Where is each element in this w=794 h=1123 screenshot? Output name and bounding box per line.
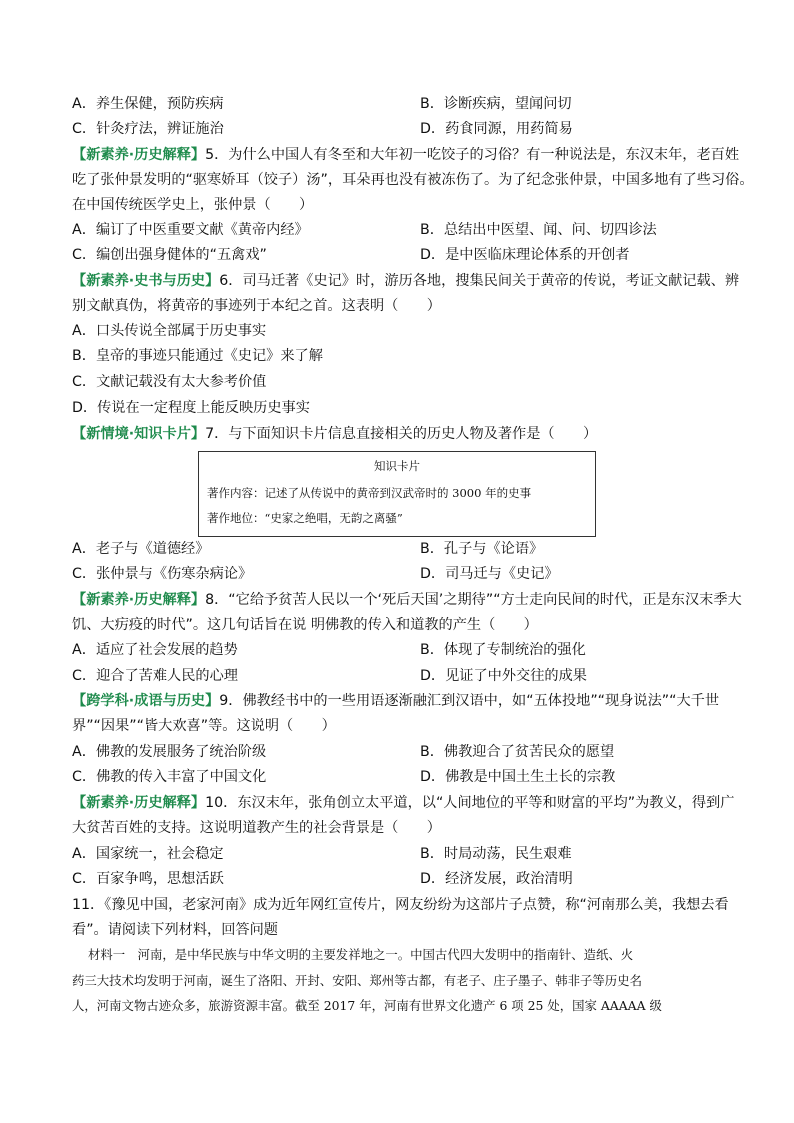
q5-options-row1: [72, 220, 657, 240]
q5-option-a[interactable]: A．编订了中医重要文献《黄帝内经》: [72, 222, 309, 238]
q9-tag: 【跨学科·成语与历史】: [72, 693, 220, 709]
q7-stem-line: [72, 424, 597, 444]
q5-stem-line3: 在中国传统医学史上，张仲景（ ）: [72, 197, 314, 213]
knowledge-card: [198, 451, 596, 537]
q6-stem1: 6．司马迁著《史记》时，游历各地，搜集民间关于黄帝的传说，考证文献记载、辨: [219, 273, 740, 289]
q8-stem-line2: 饥、大疠疫的时代”。这几句话旨在说 明佛教的传入和道教的产生（ ）: [72, 617, 538, 633]
q9-option-a[interactable]: A．佛教的发展服务了统治阶级: [72, 744, 267, 760]
q5-stem1: 5．为什么中国人有冬至和大年初一吃饺子的习俗？有一种说法是，东汉末年，老百姓: [205, 147, 740, 163]
q11-material-line1: 材料一 河南，是中华民族与中华文明的主要发祥地之一。中国古代四大发明中的指南针、造纸、火: [88, 947, 634, 962]
q10-options-row1: [72, 844, 572, 864]
q11-stem-line2: 看”。请阅读下列材料，回答问题: [72, 922, 278, 938]
q8-tag: 【新素养·历史解释】: [72, 592, 206, 608]
q5-option-b[interactable]: B．总结出中医望、闻、问、切四诊法: [420, 222, 657, 238]
q5-options-row2: [72, 245, 630, 265]
q9-option-b[interactable]: B．佛教迎合了贫苦民众的愿望: [420, 744, 615, 760]
q7-option-a[interactable]: A．老子与《道德经》: [72, 541, 210, 557]
q10-tag: 【新素养·历史解释】: [72, 795, 206, 811]
q4-options-row2: [72, 119, 573, 139]
q5-stem-line2: 吃了张仲景发明的“驱寒娇耳（饺子）汤”，耳朵再也没有被冻伤了。为了纪念张仲景，中国多地有了些习俗。: [72, 172, 754, 188]
q8-stem-line1: [72, 590, 742, 610]
q10-stem-line2: 大贫苦百姓的支持。这说明道教产生的社会背景是（ ）: [72, 820, 441, 836]
q9-option-d[interactable]: D．佛教是中国土生土长的宗教: [420, 769, 616, 785]
q8-options-row2: [72, 666, 587, 686]
knowledge-card-row2: 著作地位：“史家之绝唱，无韵之离骚”: [207, 511, 403, 525]
q6-option-b[interactable]: B．皇帝的事迹只能通过《史记》来了解: [72, 348, 323, 364]
q9-stem-line2: 界”“因果”“皆大欢喜”等。这说明（ ）: [72, 718, 336, 734]
q8-option-d[interactable]: D．见证了中外交往的成果: [420, 668, 587, 684]
q8-stem1: 8．“它给予贫苦人民以一个‘死后天国’之期待”“方士走向民间的时代，正是东汉末季大: [205, 592, 742, 608]
q7-options-row1: [72, 539, 544, 559]
q5-option-d[interactable]: D．是中医临床理论体系的开创者: [420, 247, 630, 263]
q6-option-a[interactable]: A．口头传说全部属于历史事实: [72, 323, 267, 339]
q4-option-d[interactable]: D．药食同源，用药简易: [420, 121, 573, 137]
q9-stem1: 9．佛教经书中的一些用语逐渐融汇到汉语中，如“五体投地”“现身说法”“大千世: [219, 693, 720, 709]
q6-stem-line1: [72, 271, 739, 291]
q6-stem-line2: 别文献真伪，将黄帝的事迹列于本纪之首。这表明（ ）: [72, 298, 441, 314]
q10-stem-line1: [72, 793, 734, 813]
knowledge-card-title: 知识卡片: [374, 459, 420, 473]
q6-option-c[interactable]: C．文献记载没有太大参考价值: [72, 374, 267, 390]
q8-option-c[interactable]: C．迎合了苦难人民的心理: [72, 668, 238, 684]
q7-option-d[interactable]: D．司马迁与《史记》: [420, 566, 559, 582]
q10-option-b[interactable]: B．时局动荡，民生艰难: [420, 846, 572, 862]
q7-options-row2: [72, 564, 559, 584]
q7-tag: 【新情境·知识卡片】: [72, 426, 206, 442]
q10-options-row2: [72, 869, 573, 889]
q4-options-row1: [72, 94, 572, 114]
q11-material-line2: 药三大技术均发明于河南，诞生了洛阳、开封、安阳、郑州等古都，有老子、庄子墨子、韩非子等历史名: [72, 973, 642, 988]
q9-options-row1: [72, 742, 615, 762]
q10-stem1: 10．东汉末年，张角创立太平道，以“人间地位的平等和财富的平均”为教义，得到广: [205, 795, 735, 811]
q4-option-b[interactable]: B．诊断疾病，望闻问切: [420, 96, 572, 112]
q11-material-line3: 人，河南文物古迹众多，旅游资源丰富。截至 2017 年，河南有世界文化遗产 6 项 25 处，国家 AAAAA 级: [72, 998, 662, 1013]
q10-option-a[interactable]: A．国家统一，社会稳定: [72, 846, 224, 862]
q5-tag: 【新素养·历史解释】: [72, 147, 206, 163]
q9-option-c[interactable]: C．佛教的传入丰富了中国文化: [72, 769, 267, 785]
q8-option-b[interactable]: B．体现了专制统治的强化: [420, 642, 586, 658]
q9-options-row2: [72, 767, 616, 787]
q8-options-row1: [72, 640, 586, 660]
q6-tag: 【新素养·史书与历史】: [72, 273, 220, 289]
q7-stem: 7．与下面知识卡片信息直接相关的历史人物及著作是（ ）: [205, 426, 598, 442]
q10-option-c[interactable]: C．百家争鸣，思想活跃: [72, 871, 224, 887]
q7-option-c[interactable]: C．张仲景与《伤寒杂病论》: [72, 566, 253, 582]
q10-option-d[interactable]: D．经济发展，政治清明: [420, 871, 573, 887]
q5-stem-line1: [72, 145, 739, 165]
q4-option-a[interactable]: A．养生保健，预防疾病: [72, 96, 224, 112]
q5-option-c[interactable]: C．编创出强身健体的“五禽戏”: [72, 247, 267, 263]
knowledge-card-row1: 著作内容：记述了从传说中的黄帝到汉武帝时的 3000 年的史事: [207, 486, 532, 500]
q9-stem-line1: [72, 691, 719, 711]
q4-option-c[interactable]: C．针灸疗法，辨证施治: [72, 121, 224, 137]
q11-stem-line1: 11．《豫见中国，老家河南》成为近年网红宣传片，网友纷纷为这部片子点赞，称“河南那么美，我想去看: [72, 897, 729, 913]
q7-option-b[interactable]: B．孔子与《论语》: [420, 541, 544, 557]
q6-option-d[interactable]: D．传说在一定程度上能反映历史事实: [72, 400, 310, 416]
q8-option-a[interactable]: A．适应了社会发展的趋势: [72, 642, 238, 658]
